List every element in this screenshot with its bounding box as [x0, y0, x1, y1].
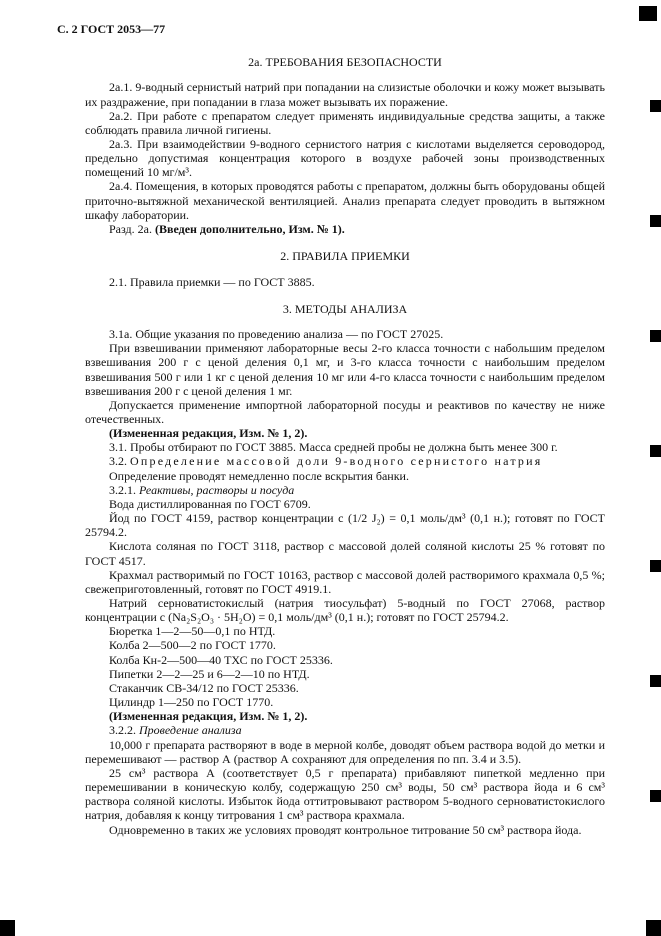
scan-mark-edge-7: [650, 790, 661, 802]
para-flask-1: [85, 638, 605, 652]
para-thiosulfate: [85, 596, 605, 624]
text-run: Определение массовой доли 9-водного сернистого натрия: [130, 454, 543, 469]
para-2a2: [85, 109, 605, 137]
document-body: [85, 55, 605, 837]
scan-mark-edge-1: [650, 100, 661, 112]
scan-mark-bottom-left: [0, 920, 15, 936]
para-cylinder: [85, 695, 605, 709]
text-run: 2а.3. При взаимодействии 9-водного сернистого натрия с кислотами выделяется сероводород, предельно допустимая концентрация которого в воздухе рабочей зоны производственных помещений 10 мг/м³.: [85, 137, 605, 180]
para-imported-glassware: [85, 398, 605, 426]
text-run: 3.1. Пробы отбирают по ГОСТ 3885. Масса средней пробы не должна быть менее 300 г.: [109, 440, 558, 455]
para-2a3: [85, 137, 605, 179]
para-2a1: [85, 80, 605, 108]
text-run: 3.2.2.: [109, 723, 139, 738]
para-water: [85, 497, 605, 511]
text-run: Йод по ГОСТ 4159, раствор концентрации с (1/2 J₂) = 0,1 моль/дм³ (0,1 н.); готовят по ГОСТ 25794.2.: [85, 511, 605, 540]
para-starch: [85, 568, 605, 596]
text-run: Стаканчик СВ-34/12 по ГОСТ 25336.: [109, 680, 299, 695]
scan-mark-edge-6: [650, 675, 661, 687]
text-run: Цилиндр 1—250 по ГОСТ 1770.: [109, 695, 274, 710]
text-run: 2. ПРАВИЛА ПРИЕМКИ: [280, 249, 410, 264]
page-header: С. 2 ГОСТ 2053—77: [57, 22, 166, 36]
text-run: 2а. ТРЕБОВАНИЯ БЕЗОПАСНОСТИ: [248, 55, 442, 69]
para-3-2-2: [85, 723, 605, 737]
text-run: Кислота соляная по ГОСТ 3118, раствор с массовой долей соляной кислоты 25 % готовят по ГОСТ 4517.: [85, 539, 605, 568]
text-run: При взвешивании применяют лабораторные весы 2-го класса точности с набольшим пределом взвешивания 200 г с ценой деления 0,1 мг, и 3-го класса точности с наибольшим пределом взвешивания 500 г или 1 кг с ценой деления 10 мг или 4-го класса точности с наибольшим пределом взвешивания 200 г с ценой деления 1 мг.: [85, 341, 605, 398]
para-hydrochloric-acid: [85, 539, 605, 567]
scan-mark-edge-2: [650, 215, 661, 227]
para-titration: [85, 766, 605, 823]
para-3-2: [85, 454, 605, 468]
text-run: Допускается применение импортной лабораторной посуды и реактивов по качеству не ниже отечественных.: [85, 397, 605, 426]
text-run: Реактивы, растворы и посуда: [139, 482, 295, 497]
para-3-1a: [85, 327, 605, 341]
para-2a4: [85, 179, 605, 221]
text-run: Пипетки 2—2—25 и 6—2—10 по НТД.: [109, 666, 310, 681]
text-run: 3.1а. Общие указания по проведению анализа — по ГОСТ 27025.: [109, 327, 444, 342]
text-run: 3.2.1.: [109, 482, 139, 497]
para-burette: [85, 624, 605, 638]
text-run: (Измененная редакция, Изм. № 1, 2).: [109, 426, 308, 441]
text-run: Колба Кн-2—500—40 ТХС по ГОСТ 25336.: [109, 652, 333, 667]
heading-safety-requirements: [85, 55, 605, 69]
text-run: 2.1. Правила приемки — по ГОСТ 3885.: [109, 274, 315, 289]
text-run: 2а.4. Помещения, в которых проводятся работы с препаратом, должны быть оборудованы общей приточно-вытяжной механической вентиляцией. Анализ препарата следует проводить в вытяжном шкафу лаборатории.: [85, 179, 605, 222]
text-run: 10,000 г препарата растворяют в воде в мерной колбе, доводят объем раствора водой до метки и перемешивают — раствор А (раствор А сохраняют для определения по пп. 3.4 и 3.5).: [85, 737, 605, 766]
para-control-titration: [85, 823, 605, 837]
para-iodine: [85, 511, 605, 539]
para-razd-2a: [85, 222, 605, 236]
text-run: Вода дистиллированная по ГОСТ 6709.: [109, 496, 311, 511]
para-beaker: [85, 681, 605, 695]
text-run: Колба 2—500—2 по ГОСТ 1770.: [109, 638, 276, 653]
scan-mark-edge-3: [650, 330, 661, 342]
para-3-2-1: [85, 483, 605, 497]
scan-mark-top-right: [639, 6, 657, 21]
text-run: 2а.1. 9-водный сернистый натрий при попадании на слизистые оболочки и кожу может вызывать их раздражение, при попадании в глаза может вызывать их поражение.: [85, 80, 605, 109]
text-run: Одновременно в таких же условиях проводят контрольное титрование 50 см³ раствора йода.: [109, 822, 582, 837]
scan-mark-edge-4: [650, 445, 661, 457]
para-3-1: [85, 440, 605, 454]
scan-mark-edge-5: [650, 560, 661, 572]
para-pipettes: [85, 667, 605, 681]
para-amended-1: [85, 426, 605, 440]
text-run: Разд. 2а.: [109, 221, 155, 236]
para-amended-2: [85, 709, 605, 723]
text-run: Крахмал растворимый по ГОСТ 10163, раствор с массовой долей растворимого крахмала 0,5 %; свежеприготовленный, готовят по ГОСТ 4919.1.: [85, 567, 605, 596]
text-run: Натрий серноватистокислый (натрия тиосульфат) 5-водный по ГОСТ 27068, раствор концентрации с (Na₂S₂O₃ · 5H₂O) = 0,1 моль/дм³ (0,1 н.); готовят по ГОСТ 25794.2.: [85, 596, 605, 625]
para-flask-2: [85, 653, 605, 667]
para-solution-a: [85, 738, 605, 766]
text-run: (Измененная редакция, Изм. № 1, 2).: [109, 709, 308, 724]
heading-acceptance-rules: [85, 249, 605, 263]
para-weighing: [85, 341, 605, 398]
scan-mark-bottom-right: [646, 920, 661, 936]
text-run: Бюретка 1—2—50—0,1 по НТД.: [109, 624, 276, 639]
text-run: 25 см³ раствора А (соответствует 0,5 г препарата) прибавляют пипеткой медленно при перемешивании в коническую колбу, содержащую 250 см³ воды, 50 см³ раствора йода и 6 см³ раствора соляной кислоты. Избыток йода оттитровывают раствором 5-водного серноватистокислого натрия, добавляя к концу титрования 1 см³ раствора крахмала.: [85, 765, 605, 823]
text-run: 3. МЕТОДЫ АНАЛИЗА: [282, 301, 408, 316]
heading-analysis-methods: [85, 302, 605, 316]
text-run: Проведение анализа: [139, 723, 242, 738]
text-run: 2а.2. При работе с препаратом следует применять индивидуальные средства защиты, а также соблюдать правила личной гигиены.: [85, 108, 605, 137]
text-run: (Введен дополнительно, Изм. № 1).: [154, 221, 345, 236]
text-run: 3.2.: [109, 454, 130, 469]
para-2-1: [85, 275, 605, 289]
text-run: Определение проводят немедленно после вскрытия банки.: [109, 468, 409, 483]
para-open-jar: [85, 469, 605, 483]
